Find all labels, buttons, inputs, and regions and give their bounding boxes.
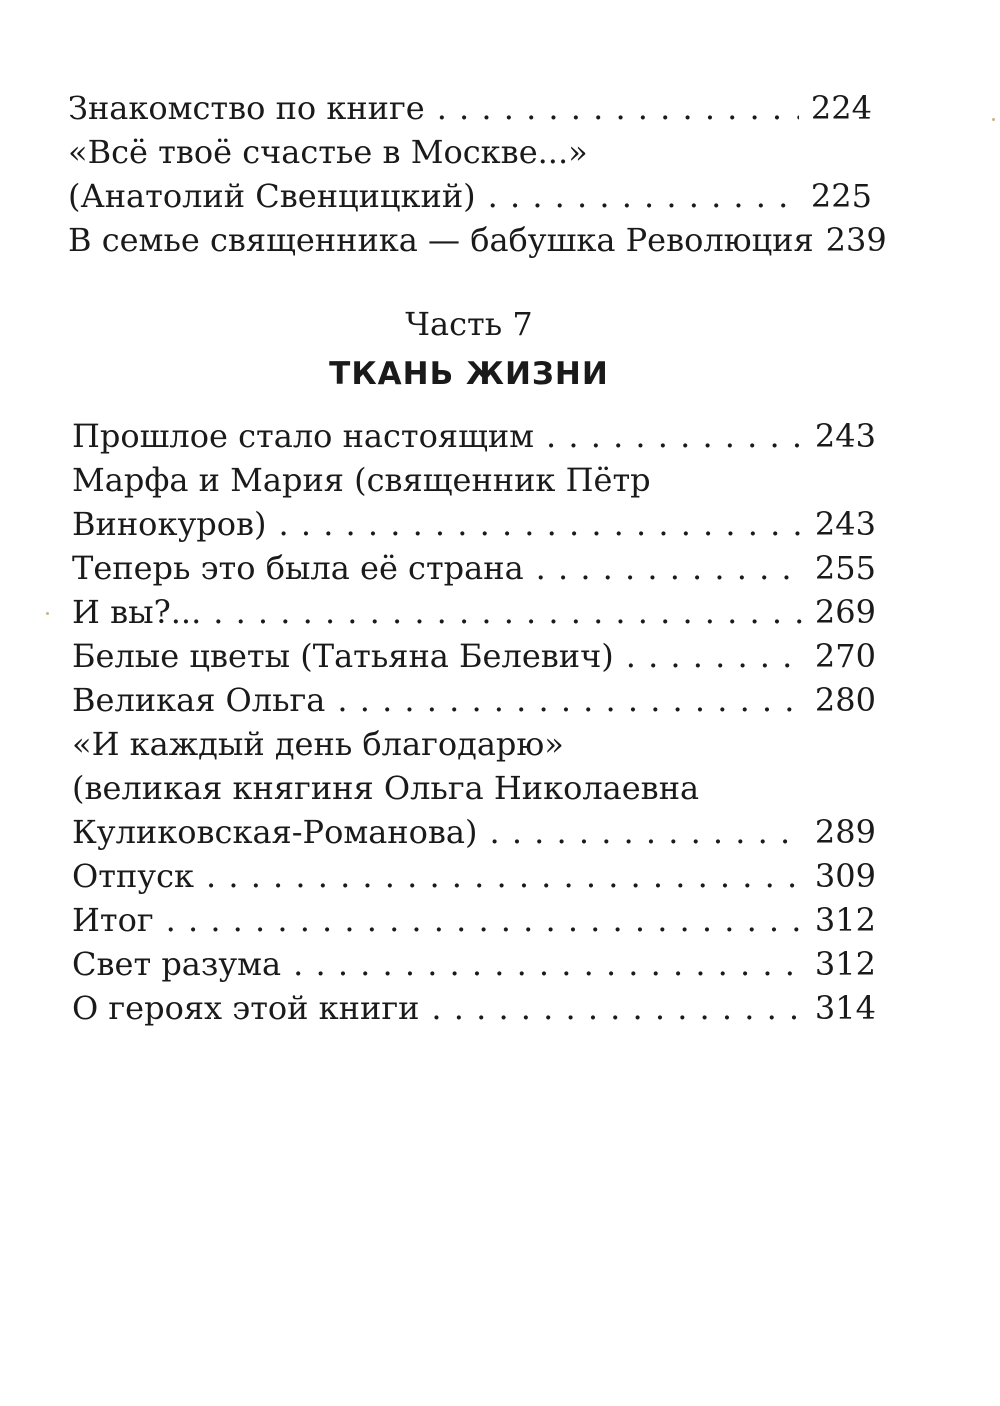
toc-entry-title: Великая Ольга [72, 681, 326, 719]
toc-entry [68, 86, 872, 130]
paper-speck [46, 612, 49, 615]
toc-entry [72, 414, 876, 458]
toc-entry-title: Теперь это была её страна [72, 549, 524, 587]
toc-entry [72, 942, 876, 986]
toc-entry-title: Куликовская-Романова) [72, 813, 478, 851]
toc-entry [72, 898, 876, 942]
toc-entry [72, 854, 876, 898]
toc-entry [68, 174, 872, 218]
toc-entry-title: Знакомство по книге [68, 89, 425, 127]
toc-entry-title: Белые цветы (Татьяна Белевич) [72, 637, 614, 675]
toc-entry [72, 722, 876, 766]
dot-leader [546, 414, 803, 458]
toc-entry-page: 243 [814, 505, 876, 543]
paper-speck [992, 118, 995, 121]
toc-entry-title: (Анатолий Свенцицкий) [68, 177, 476, 215]
toc-entry-page: 225 [810, 177, 872, 215]
toc-entry-title: Прошлое стало настоящим [72, 417, 535, 455]
dot-leader [213, 590, 803, 634]
dot-leader [431, 986, 803, 1030]
toc-entry [68, 130, 872, 174]
toc-entry-page: 312 [814, 901, 876, 939]
toc-entry-title: Марфа и Мария (священник Пётр [72, 461, 651, 499]
dot-leader [488, 174, 799, 218]
part-title: ТКАНЬ ЖИЗНИ [329, 356, 609, 392]
toc-entry [72, 678, 876, 722]
toc-entry-title: Отпуск [72, 857, 195, 895]
toc-entry-title: О героях этой книги [72, 989, 420, 1027]
toc-entry [72, 986, 876, 1030]
toc-entry-title: «Всё твоё счастье в Москве...» [68, 133, 588, 171]
toc-entry-page: 309 [814, 857, 876, 895]
toc-entry-page: 314 [814, 989, 876, 1027]
toc-entry-title: (великая княгиня Ольга Николаевна [72, 769, 700, 807]
toc-section-top [68, 86, 887, 262]
toc-entry-title: И вы?... [72, 593, 202, 631]
toc-entry [72, 502, 876, 546]
dot-leader [489, 810, 802, 854]
toc-entry-title: Свет разума [72, 945, 282, 983]
toc-entry [72, 766, 876, 810]
toc-entry-page: 239 [825, 221, 887, 259]
part-label: Часть 7 [405, 305, 533, 343]
toc-entry [72, 634, 876, 678]
toc-entry-title: В семье священника — бабушка Революция [68, 221, 814, 259]
toc-entry-page: 312 [814, 945, 876, 983]
toc-entry [72, 546, 876, 590]
dot-leader [337, 678, 803, 722]
toc-entry-page: 269 [814, 593, 876, 631]
dot-leader [166, 898, 803, 942]
toc-entry-page: 255 [814, 549, 876, 587]
toc-entry [72, 590, 876, 634]
toc-entry-title: Итог [72, 901, 154, 939]
toc-entry [72, 458, 876, 502]
dot-leader [536, 546, 803, 590]
toc-entry-page: 243 [814, 417, 876, 455]
dot-leader [206, 854, 803, 898]
dot-leader [626, 634, 803, 678]
dot-leader [437, 86, 799, 130]
dot-leader [279, 502, 803, 546]
toc-entry-page: 270 [814, 637, 876, 675]
toc-entry-title: Винокуров) [72, 505, 267, 543]
toc-entry-page: 289 [814, 813, 876, 851]
dot-leader [293, 942, 803, 986]
toc-entry-title: «И каждый день благодарю» [72, 725, 564, 763]
toc-entry-page: 224 [810, 89, 872, 127]
toc-entry [72, 810, 876, 854]
toc-section-bottom [72, 414, 876, 1030]
toc-entry-page: 280 [814, 681, 876, 719]
toc-entry [68, 218, 887, 262]
